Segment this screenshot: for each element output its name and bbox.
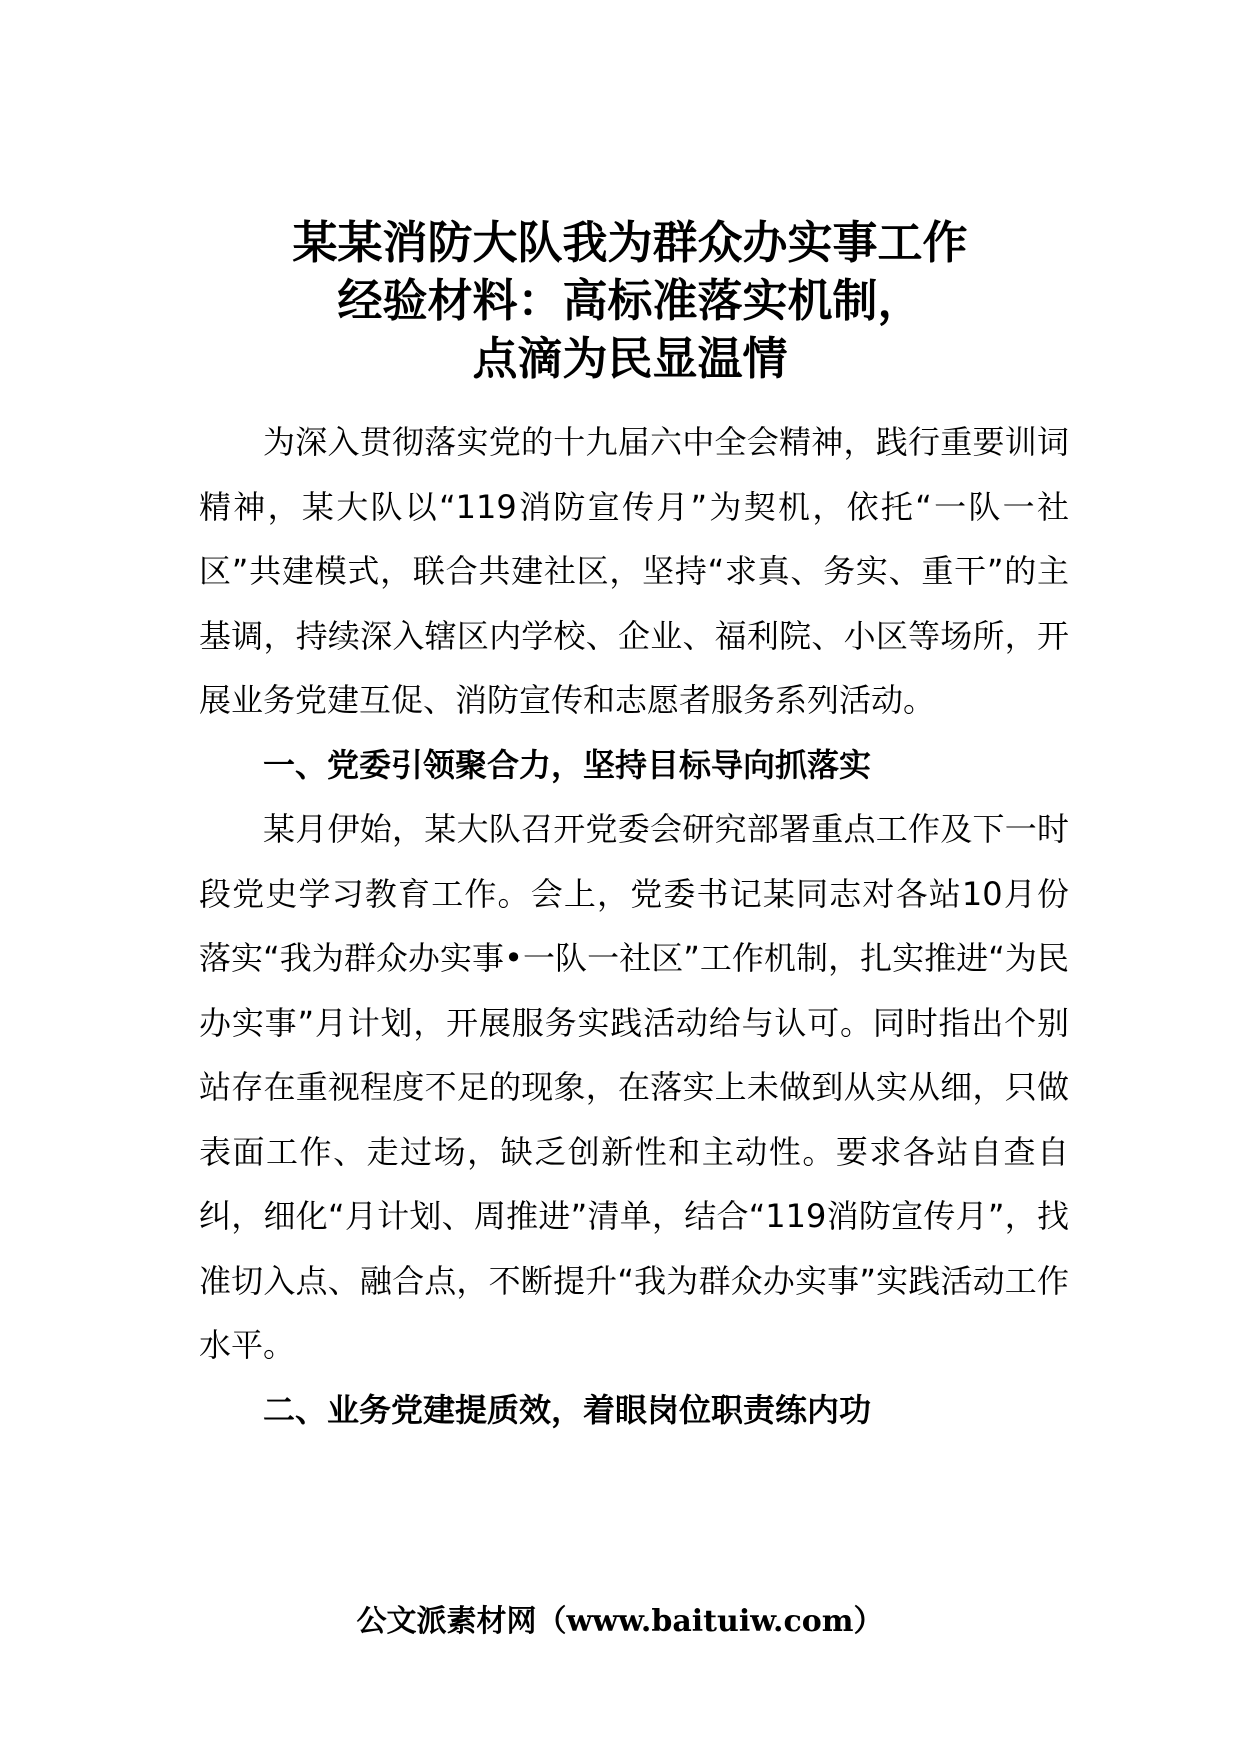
document-body xyxy=(199,410,1069,1442)
title-line-2: 经验材料：高标准落实机制， xyxy=(337,274,923,327)
document-title xyxy=(150,214,1110,388)
section-2-heading: 二、业务党建提质效，着眼岗位职责练内功 xyxy=(263,1390,872,1429)
title-line-1: 某某消防大队我为群众办实事工作 xyxy=(292,216,968,269)
footer-watermark: 公文派素材网（www.baituiw.com） xyxy=(356,1604,884,1639)
intro-paragraph: 为深入贯彻落实党的十九届六中全会精神，践行重要训词精神，某大队以“119消防宣传月”为契机，依托“一队一社区”共建模式，联合共建社区，坚持“求真、务实、重干”的主基调，持续深入辖区内学校、企业、福利院、小区等场所，开展业务党建互促、消防宣传和志愿者服务系列活动。 xyxy=(199,423,1069,719)
title-line-3: 点滴为民显温情 xyxy=(472,332,788,385)
section-1-paragraph: 某月伊始，某大队召开党委会研究部署重点工作及下一时段党史学习教育工作。会上，党委书记某同志对各站10月份落实“我为群众办实事•一队一社区”工作机制，扎实推进“为民办实事”月计划，开展服务实践活动给与认可。同时指出个别站存在重视程度不足的现象，在落实上未做到从实从细，只做表面工作、走过场，缺乏创新性和主动性。要求各站自查自纠，细化“月计划、周推进”清单，结合“119消防宣传月”，找准切入点、融合点，不断提升“我为群众办实事”实践活动工作水平。 xyxy=(199,810,1069,1364)
section-1-heading: 一、党委引领聚合力，坚持目标导向抓落实 xyxy=(263,745,872,784)
